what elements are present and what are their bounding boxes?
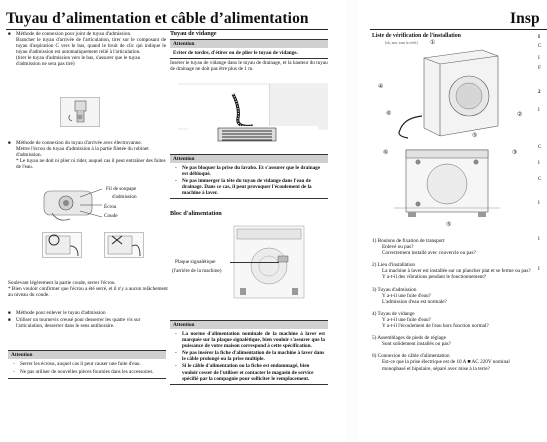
- right-edge-column: [538, 34, 547, 272]
- method-2-note: * Le tuyau ne doit ni plier ni rider, auquel cas il peut entraîner des fuites de l'eau.: [16, 158, 166, 171]
- label-coude: Coude: [104, 213, 118, 219]
- label-admission: d'admission: [112, 194, 137, 200]
- elbow-wrong-figure: [104, 232, 144, 258]
- method-1-note: (tirer le tuyau d'admission vers le bas, s'assurer que le tuyau d'admission ne sera pas tiré): [16, 55, 141, 68]
- attention-item: - Serrer les écrous, auquel cas il peut causer une fuite d'eau.: [13, 361, 141, 367]
- attention-item-text: Serrer les écrous, auquel cas il peut causer une fuite d'eau.: [20, 361, 141, 367]
- callout-6: ⑥: [383, 150, 389, 156]
- attention-box-2: [170, 39, 328, 59]
- attention-item-text: Ne pas utiliser de nouvelles pièces fournies dans les accessoires.: [20, 369, 154, 376]
- washer-diagram-top: [394, 46, 504, 138]
- plaque-callout-line: [230, 262, 279, 263]
- checklist-item-2: 2) Lieu d'installation: [372, 262, 416, 269]
- attention-box-3: [170, 154, 328, 199]
- edge-letter: C: [538, 175, 542, 182]
- checklist-answer: L'admission d'eau est normale?: [382, 298, 447, 305]
- callout-5: ⑤: [446, 222, 452, 228]
- floor-drain-grate: [218, 128, 276, 141]
- column-1d: [16, 310, 166, 329]
- edge-letter: I: [538, 55, 540, 62]
- checklist: [372, 236, 534, 372]
- attention-text: Eviter de tordre, d'étirer ou de plier le tuyau de vidange.: [173, 50, 298, 56]
- checklist-answer: La machine à laver est installée sur un plancher plat et se ferme ou pas?: [382, 268, 531, 275]
- bloc-title: Bloc d'alimentation: [170, 210, 222, 217]
- edge-letter: C: [538, 143, 542, 150]
- method-2-body: Mettre l'écrou du tuyau d'admission à la partie filetée du robinet d'admission.: [16, 146, 149, 159]
- checklist-item-6: 6) Connexion de câble d'alimentation: [372, 353, 450, 360]
- checklist-subtitle: (ok, non, sans la vérif.): [385, 41, 419, 45]
- method-1-heading: ■ Méthode de connexion pour joint de tuyau d'admission.: [16, 31, 166, 37]
- attention-box-1: [8, 350, 166, 379]
- plaque-label: Plaque signalétique: [175, 259, 216, 265]
- washer-diagram-back: [392, 148, 502, 218]
- checklist-title: Liste de vérification de l'installation: [372, 33, 461, 39]
- vidange-title: Tuyau de vidange: [170, 30, 217, 37]
- drain-figure: [178, 84, 328, 142]
- checklist-item-1: 1) Boulons de fixation de transport: [372, 238, 445, 244]
- attention-item: - Ne pas immerger la tête du tuyau de vidange dans l'eau de drainage. Dans ce cas, il peut provoquer l'écoulement de la machine à laver.: [175, 178, 312, 197]
- column-1c: [8, 280, 168, 298]
- method-4-heading: ■ Utiliser un tournevis creusé pour desserrer les quatre vis sur l'articulation, desserrer dans le sens antihoraire.: [16, 317, 166, 329]
- edge-letter: I: [538, 34, 541, 40]
- method-2-heading: ■ Méthode de connexion du tuyau d'arrivée avec électrovanne.: [16, 140, 166, 146]
- edge-letter: I: [538, 199, 540, 206]
- attention-heading: Attention: [170, 321, 328, 329]
- right-title-rule: [370, 29, 547, 30]
- checklist-answer: Sont solidement installés ou pas?: [382, 341, 451, 348]
- callout-6-top: ⑥: [386, 111, 392, 117]
- checklist-item-5: 5) Assemblages de pieds de réglage: [372, 335, 446, 342]
- page-gutter: [346, 0, 358, 442]
- checklist-item-4: 4) Tuyau de vidange: [372, 310, 415, 317]
- checklist-answer: Y a-t-il des vibrations pendant le fonctionnement?: [382, 274, 487, 281]
- elbow-ok-figure: [42, 232, 82, 258]
- checklist-answer: Y a-t-il l'écoulement de l'eau hors fonction normal?: [382, 323, 489, 330]
- callout-4: ④: [378, 84, 384, 90]
- attention-heading: Attention: [170, 40, 328, 48]
- edge-letter: I: [538, 266, 540, 273]
- label-ecrou: Écrou: [104, 204, 117, 210]
- attention-item: - La norme d'alimentation nominale de la machine à laver est marquée sur la plaque signalétique, bien vouloir s'assurer que la puissance de votre maison correspond à cette spécification.: [175, 331, 325, 350]
- right-page-title: Insp: [510, 10, 540, 27]
- page-title: Tuyau d’alimentation et câble d’alimentation: [6, 10, 309, 27]
- attention-heading: Attention: [170, 155, 328, 163]
- valve-figure: [44, 183, 104, 223]
- after-figure-note: * Bien vouloir confirmer que l'écrou a été serré, et il n'y a aucun relâchement au niveau du coude.: [8, 286, 168, 299]
- checklist-item-3: 3) Tuyau d'admission: [372, 286, 417, 293]
- attention-item: - Si le câble d'alimentation ou la fiche est endommagé, bien vouloir cesser de l'utiliser et contacter le magasin de service spécifié par la compagnie pour solliciter le remplacement.: [175, 363, 314, 382]
- checklist-answer: Y a-t-il une fuite d'eau?: [382, 316, 431, 323]
- attention-item: - Ne pas utiliser de nouvelles pièces fournies dans les accessoires.: [13, 369, 154, 376]
- method-1-body: Brancher le tuyau d'arrivée de l'articulation, tirer sur le composant de tuyau d'aspiration C vers le bas, quand le bruit de clic qui indique le tuyau d'admission est automatiquement relié à l'articulation.: [16, 37, 166, 56]
- checklist-answer: Est-ce que la prise électrique est de 10 A ■ AC 220V nominal monophasé et bipolaire, séparé avec mise à la terre?: [382, 359, 510, 372]
- title-rule: [6, 29, 328, 30]
- after-figure-text: Soulevant légèrement la partie coude, serrer l'écrou.: [8, 280, 116, 286]
- edge-letter: 2: [538, 89, 541, 96]
- attention-item-text: La norme d'alimentation nominale de la machine à laver est marquée sur la plaque signalétique, bien vouloir s'assurer que la puissance de votre maison correspond à cette spécification.: [182, 331, 325, 350]
- attention-item-text: Si le câble d'alimentation ou la fiche est endommagé, bien vouloir cesser de l'utiliser et contacter le magasin de service spécifié par la compagnie pour solliciter le remplacement.: [182, 363, 314, 382]
- attention-item: - Ne pas bloquer la prise du lavabo. Et s'assurer que le drainage est débloqué.: [175, 165, 321, 178]
- vidange-body: Insérer le tuyau de vidange dans le tuyau de drainage, et la hauteur du tuyau de drainage ne doit pas être plus de 1 m.: [170, 60, 328, 73]
- callout-3: ③: [512, 150, 518, 156]
- checklist-answer: Correctement installé avec couvercle ou pas?: [382, 250, 476, 257]
- attention-item: - Ne pas insérer la fiche d'alimentation de la machine à laver dans le câble prolongé ou la prise multiple.: [175, 350, 325, 363]
- column-1b: [16, 140, 166, 170]
- method-3-heading: ■ Méthode pour enlever le tuyau d'admission: [16, 310, 166, 316]
- callout-5-top: ⑤: [472, 133, 478, 139]
- joint-figure: [60, 97, 100, 127]
- callout-1: ①: [430, 40, 436, 46]
- label-fil: Fil de soupape: [106, 186, 137, 192]
- attention-item-text: Ne pas bloquer la prise du lavabo. Et s'assurer que le drainage est débloqué.: [182, 165, 321, 178]
- column-1: [16, 31, 166, 68]
- plaque-label-sub: (l'arrière de la machine): [172, 268, 222, 274]
- attention-item-text: Ne pas insérer la fiche d'alimentation de la machine à laver dans le câble prolongé ou la prise multiple.: [182, 350, 325, 363]
- attention-heading: Attention: [8, 351, 166, 359]
- edge-letter: I: [538, 235, 540, 242]
- checklist-answer: Enlevé ou pas?: [382, 244, 414, 251]
- edge-letter: I: [538, 107, 540, 114]
- callout-2: ②: [517, 112, 523, 118]
- attention-item-text: Ne pas immerger la tête du tuyau de vidange dans l'eau de drainage. Dans ce cas, il peut provoquer l'écoulement de la machine à laver.: [182, 178, 312, 197]
- edge-letter: C: [538, 43, 542, 50]
- edge-letter: I: [538, 159, 540, 166]
- attention-box-4: [170, 320, 328, 385]
- checklist-answer: Y a-t-il une fuite d'eau?: [382, 292, 431, 299]
- edge-letter: F: [538, 65, 541, 72]
